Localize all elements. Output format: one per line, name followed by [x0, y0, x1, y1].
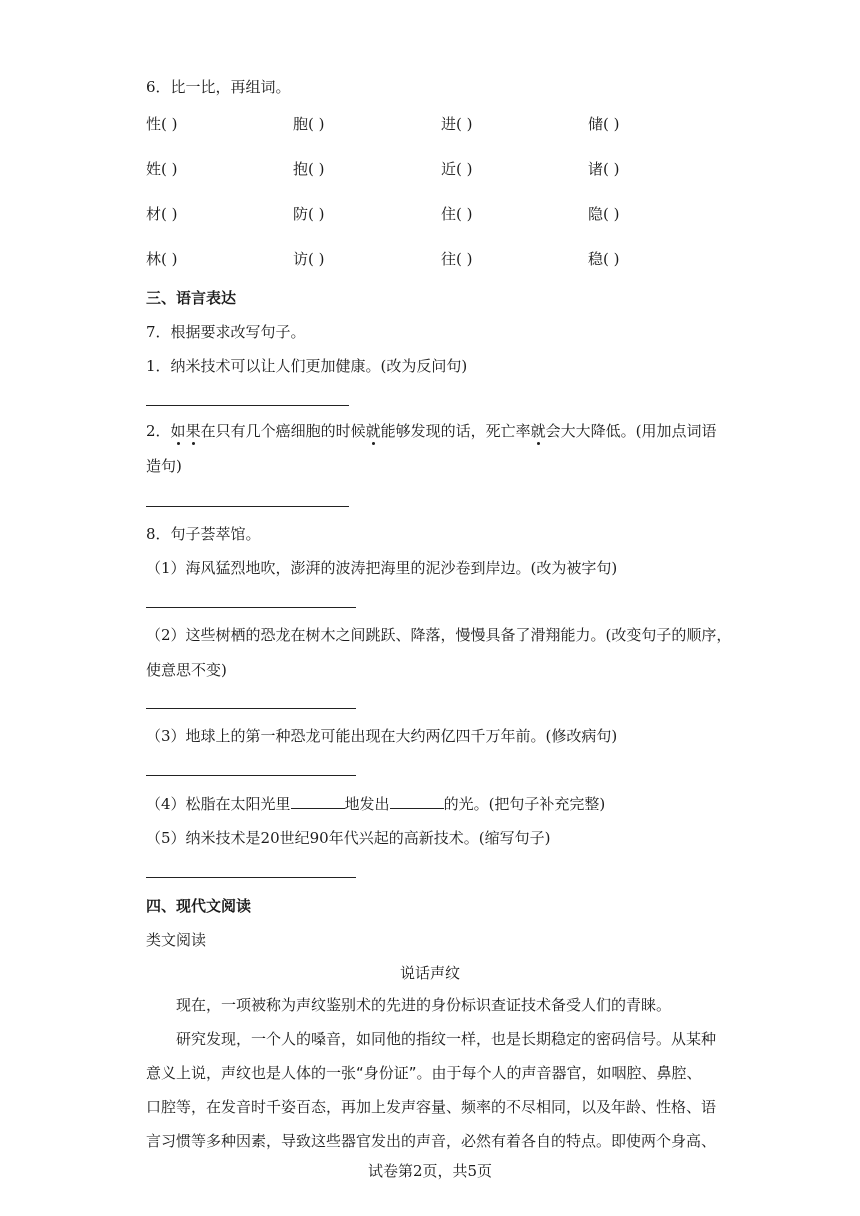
word-cell: 姓( )	[146, 160, 178, 178]
word-cell: 储( )	[588, 115, 620, 133]
answer-line[interactable]	[146, 506, 349, 507]
word-cell: 隐( )	[588, 205, 620, 223]
section-3-heading: 三、语言表达	[146, 289, 237, 307]
question-7-item-1: 1．纳米技术可以让人们更加健康。(改为反问句)	[146, 357, 468, 375]
question-8-sentence-4	[146, 793, 605, 814]
word-cell: 访( )	[293, 250, 325, 268]
word-cell: 林( )	[146, 250, 178, 268]
question-8-title: 8．句子荟萃馆。	[146, 525, 261, 543]
answer-line[interactable]	[146, 607, 356, 608]
question-7-title: 7．根据要求改写句子。	[146, 323, 306, 341]
section-4-subtitle: 类文阅读	[146, 931, 207, 949]
dotted-word: 果	[185, 422, 201, 440]
word-cell: 防( )	[293, 205, 325, 223]
question-8-sentence-3: （3）地球上的第一种恐龙可能出现在大约两亿四千万年前。(修改病句)	[146, 727, 618, 745]
question-6-title: 6．比一比，再组词。	[146, 78, 291, 96]
word-cell: 住( )	[441, 205, 473, 223]
answer-line[interactable]	[146, 877, 356, 878]
word-cell: 诸( )	[588, 160, 620, 178]
item-number: 2．	[146, 422, 171, 440]
word-cell: 近( )	[441, 160, 473, 178]
question-8-sentence-5: （5）纳米技术是20世纪90年代兴起的高新技术。(缩写句子)	[146, 829, 551, 847]
dotted-word: 如	[170, 422, 186, 440]
passage-line: 言习惯等多种因素，导致这些器官发出的声音，必然有着各自的特点。即使两个身高、	[146, 1132, 717, 1150]
passage-line: 现在，一项被称为声纹鉴别术的先进的身份标识查证技术备受人们的青睐。	[176, 996, 672, 1014]
passage-line: 意义上说，声纹也是人体的一张“身份证”。由于每个人的声音器官，如咽腔、鼻腔、	[146, 1064, 702, 1082]
word-cell: 稳( )	[588, 250, 620, 268]
fill-blank[interactable]	[390, 794, 444, 809]
question-8-sentence-2: （2）这些树栖的恐龙在树木之间跳跃、降落，慢慢具备了滑翔能力。(改变句子的顺序，	[146, 626, 732, 644]
question-7-item-2	[146, 420, 717, 441]
question-7-item-2-cont: 造句)	[146, 457, 182, 475]
word-cell: 抱( )	[293, 160, 325, 178]
word-cell: 性( )	[146, 115, 178, 133]
answer-line[interactable]	[146, 405, 349, 406]
sentence-text: （4）松脂在太阳光里	[146, 795, 291, 813]
passage-title: 说话声纹	[399, 964, 460, 982]
page-footer: 试卷第2页，共5页	[367, 1162, 493, 1180]
passage-line: 研究发现，一个人的嗓音，如同他的指纹一样，也是长期稳定的密码信号。从某种	[176, 1030, 717, 1048]
fill-blank[interactable]	[291, 794, 345, 809]
answer-line[interactable]	[146, 708, 356, 709]
question-8-sentence-1: （1）海风猛烈地吹，澎湃的波涛把海里的泥沙卷到岸边。(改为被字句)	[146, 559, 618, 577]
word-cell: 进( )	[441, 115, 473, 133]
sentence-text: 地发出	[344, 795, 390, 813]
word-cell: 胞( )	[293, 115, 325, 133]
dotted-word: 就	[530, 422, 546, 440]
question-8-sentence-2-cont: 使意思不变)	[146, 661, 227, 679]
section-4-heading: 四、现代文阅读	[146, 897, 252, 915]
dotted-word: 就	[365, 422, 381, 440]
passage-line: 口腔等，在发音时千姿百态，再加上发声容量、频率的不尽相同，以及年龄、性格、语	[146, 1098, 717, 1116]
word-cell: 往( )	[441, 250, 473, 268]
answer-line[interactable]	[146, 775, 356, 776]
sentence-text: 能够发现的话，死亡率	[380, 422, 531, 440]
sentence-text: 的光。(把句子补充完整)	[443, 795, 606, 813]
sentence-text: 在只有几个癌细胞的时候	[200, 422, 366, 440]
word-cell: 材( )	[146, 205, 178, 223]
sentence-text: 会大大降低。(用加点词语	[545, 422, 717, 440]
